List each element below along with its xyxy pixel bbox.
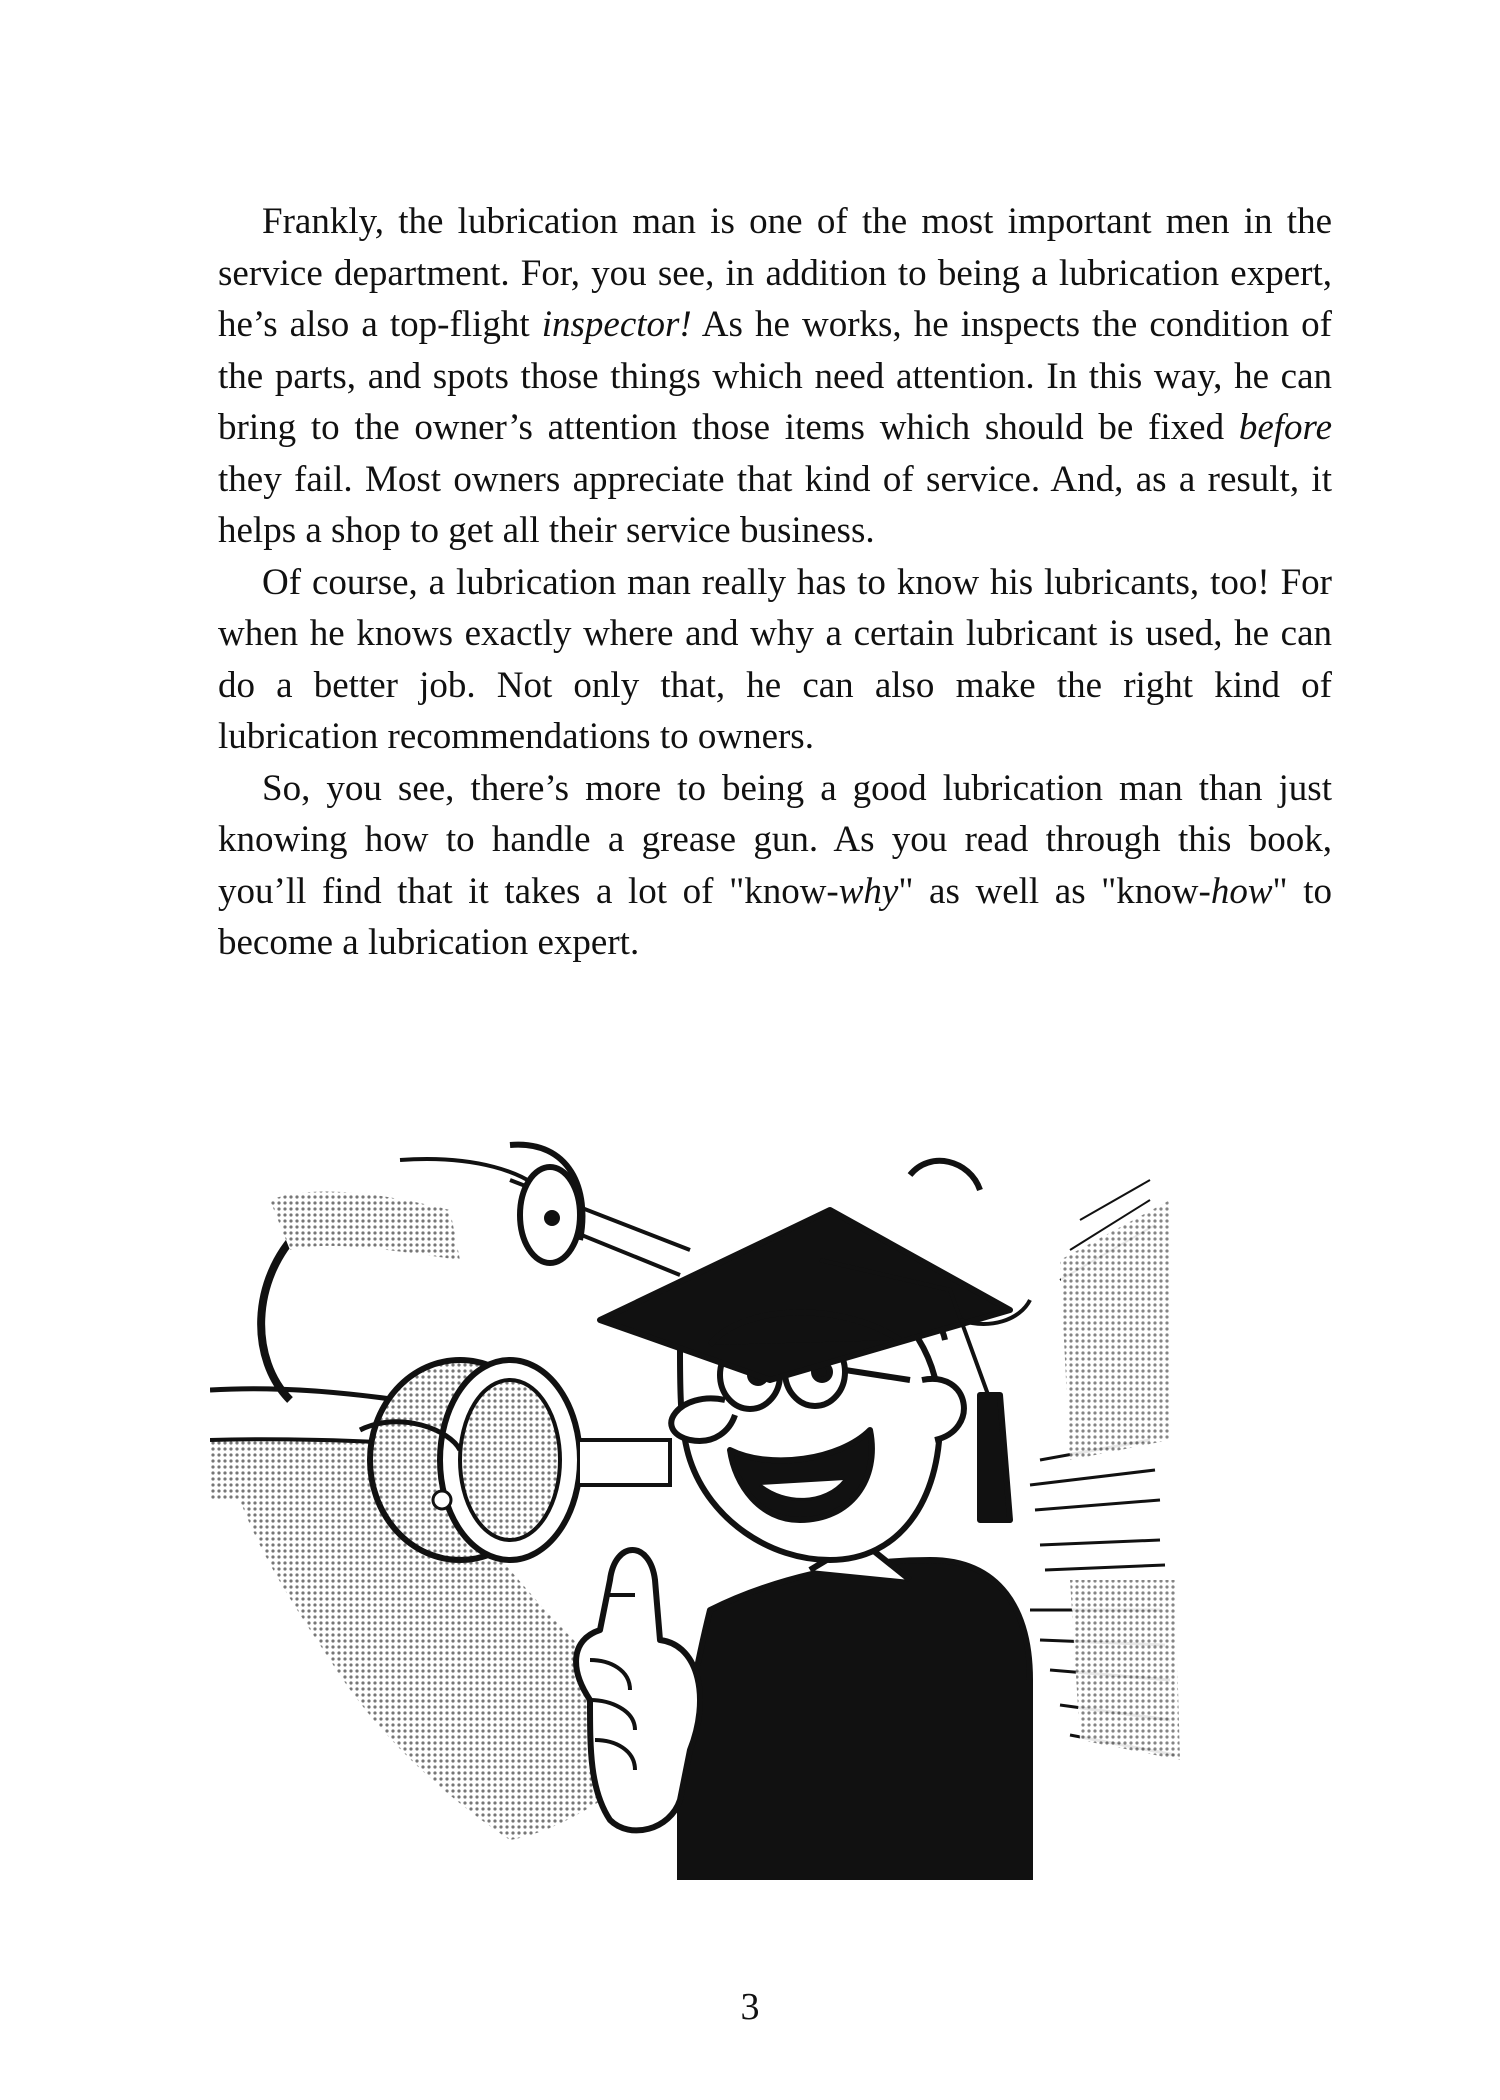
page-number: 3 — [740, 1986, 760, 2028]
paragraph-2 — [218, 557, 1332, 763]
paragraph-3 — [218, 763, 1332, 969]
paragraph-1-italic-inspector: inspector! — [541, 304, 692, 345]
paragraph-1-segment-1: Frankly, the lubrication man is one of the most important men in the service department. For, you see, in addition to being a lubrication expert, he’s also a top-flight — [218, 201, 1332, 345]
paragraph-2-segment-1: Of course, a lubrication man really has to know his lubricants, too! For when he knows exactly where and why a certain lubricant is used, he can do a better job. Not only that, he can also make the right kind of lubrication recommendations to owners. — [218, 561, 1332, 757]
paragraph-3-italic-why: why — [838, 870, 899, 912]
paragraph-1-segment-5: they fail. Most owners appreciate that kind of service. And, as a result, it helps a shop to get all their service business. — [218, 458, 1332, 551]
graduate-lubrication-man-illustration — [210, 1140, 1290, 1880]
body-text — [218, 196, 1332, 969]
paragraph-3-italic-how: how — [1210, 870, 1273, 912]
raised-hand — [576, 1550, 700, 1830]
paragraph-1-italic-before: before — [1238, 407, 1332, 448]
paragraph-3-segment-5: " to become a lubrication expert. — [218, 870, 1332, 963]
paragraph-1-segment-3: As he works, he inspects the condition of the parts, and spots those things which need attention. In this way, he can bring to the owner’s attention those items which should be fixed — [218, 304, 1332, 448]
paragraph-3-segment-3: " as well as "know- — [898, 870, 1211, 912]
paragraph-3-segment-1: So, you see, there’s more to being a good lubrication man than just knowing how to handle a grease gun. As you read through this book, you’ll find that it takes a lot of "know- — [218, 767, 1332, 912]
paragraph-1 — [218, 196, 1332, 557]
